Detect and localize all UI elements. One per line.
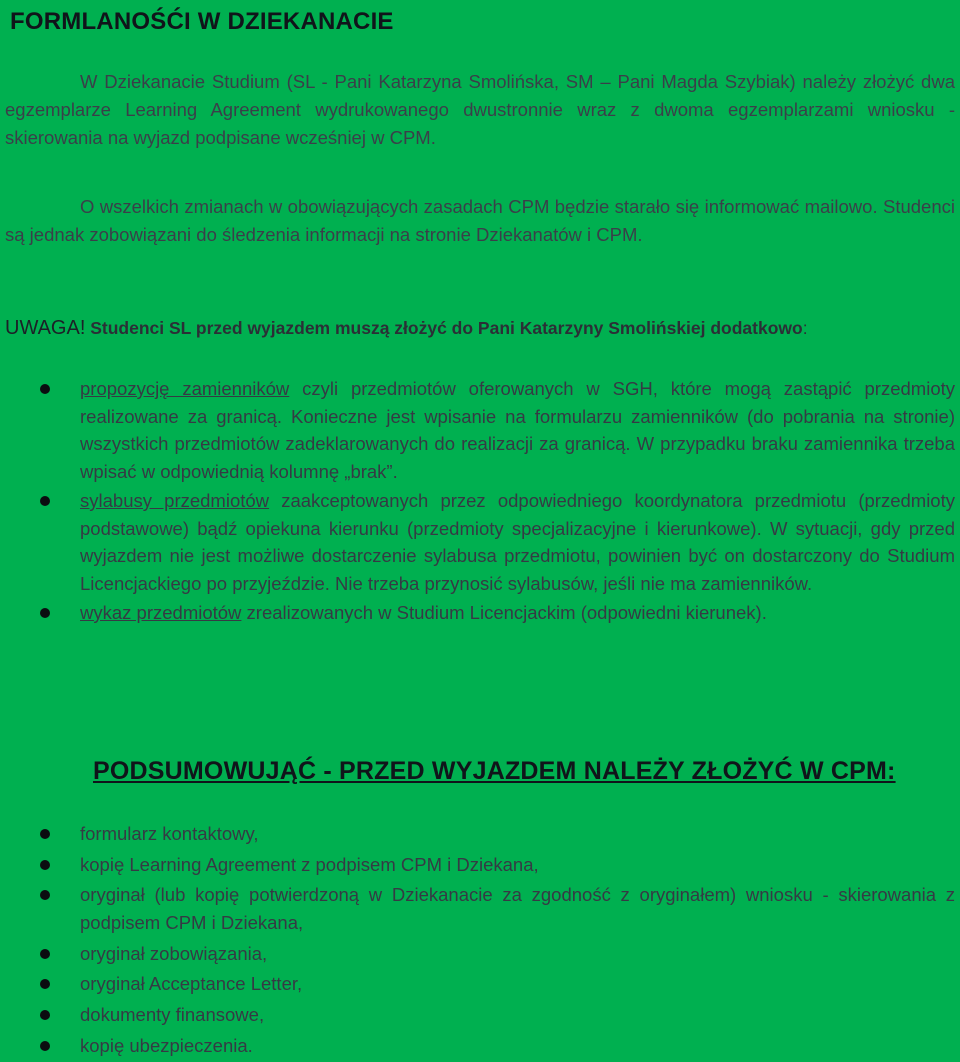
- bullet-icon: [40, 496, 50, 506]
- summary-item-text: oryginał zobowiązania,: [80, 942, 268, 964]
- requirement-link[interactable]: wykaz przedmiotów: [80, 602, 242, 623]
- summary-item-text: dokumenty finansowe,: [80, 1003, 265, 1025]
- summary-item-text: formularz kontaktowy,: [80, 823, 259, 844]
- list-item: [0, 375, 955, 485]
- paragraph-changes: [5, 193, 955, 249]
- paragraph-dziekanat: [5, 68, 955, 152]
- list-item: [0, 487, 955, 597]
- requirement-text: zrealizowanych w Studium Licencjackim (odpowiedni kierunek).: [241, 602, 767, 623]
- list-item: [0, 851, 955, 879]
- bullet-icon: [40, 890, 50, 900]
- summary-item-text: oryginał Acceptance Letter,: [80, 973, 303, 995]
- list-item: [0, 940, 955, 968]
- paragraph-changes-text: O wszelkich zmianach w obowiązujących zasadach CPM będzie starało się informować mailowo. Studenci są jednak zobowiązani do śledzenia informacji na stronie Dziekanatów i CPM.: [5, 196, 955, 245]
- requirement-text: czyli przedmiotów oferowanych w SGH, które mogą zastąpić przedmioty realizowane za granicą. Konieczne jest wpisanie na formularzu zamienników (do pobrania na stronie) wszystkich przedmiotów zadeklarowanych do realizacji za granicą. W przypadku braku zamiennika trzeba wpisać w odpowiednią kolumnę „brak”.: [80, 378, 955, 482]
- bullet-icon: [40, 979, 50, 989]
- paragraph-dziekanat-text: W Dziekanacie Studium (SL - Pani Katarzyna Smolińska, SM – Pani Magda Szybiak) należy złożyć dwa egzemplarze Learning Agreement wydrukowanego dwustronnie wraz z dwoma egzemplarzami wniosku - skierowania na wyjazd podpisane wcześniej w CPM.: [5, 71, 955, 148]
- summary-item-text: kopię ubezpieczenia.: [80, 1034, 253, 1056]
- bullet-icon: [40, 1041, 50, 1051]
- warning-label: UWAGA!: [5, 317, 86, 339]
- list-item: [0, 599, 955, 627]
- summary-title: PODSUMOWUJĄĆ - PRZED WYJAZDEM NALEŻY ZŁOŻYĆ W CPM:: [93, 757, 896, 785]
- warning-paragraph: [5, 314, 955, 342]
- bullet-icon: [40, 949, 50, 959]
- list-item: [0, 881, 955, 937]
- summary-list: [0, 820, 955, 1062]
- bullet-icon: [40, 829, 50, 839]
- bullet-icon: [40, 608, 50, 618]
- warning-text: Studenci SL przed wyjazdem muszą złożyć do Pani Katarzyny Smolińskiej dodatkowo: [85, 318, 803, 338]
- summary-item-text: oryginał (lub kopię potwierdzoną w Dziekanacie za zgodność z oryginałem) wniosku - skierowania z podpisem CPM i Dziekana,: [80, 884, 955, 934]
- requirement-link[interactable]: propozycję zamienników: [80, 378, 290, 399]
- list-item: [0, 820, 955, 848]
- bullet-icon: [40, 860, 50, 870]
- page-title: FORMLANOŚĆI W DZIEKANACIE: [10, 8, 394, 35]
- list-item: [0, 970, 955, 998]
- requirement-link[interactable]: sylabusy przedmiotów: [80, 490, 270, 511]
- list-item: [0, 1032, 955, 1060]
- list-item: [0, 1001, 955, 1029]
- bullet-icon: [40, 384, 50, 394]
- requirement-text: zaakceptowanych przez odpowiedniego koordynatora przedmiotu (przedmioty podstawowe) bądź opiekuna kierunku (przedmioty specjalizacyjne i kierunkowe). W sytuacji, gdy przed wyjazdem nie jest możliwe dostarczenie sylabusa przedmiotu, powinien być on dostarczony do Studium Licencjackiego po przyjeździe. Nie trzeba przynosić sylabusów, jeśli nie ma zamienników.: [80, 490, 955, 594]
- requirements-list: [0, 375, 955, 629]
- summary-item-text: kopię Learning Agreement z podpisem CPM i Dziekana,: [80, 853, 539, 875]
- bullet-icon: [40, 1010, 50, 1020]
- warning-colon: :: [802, 318, 808, 338]
